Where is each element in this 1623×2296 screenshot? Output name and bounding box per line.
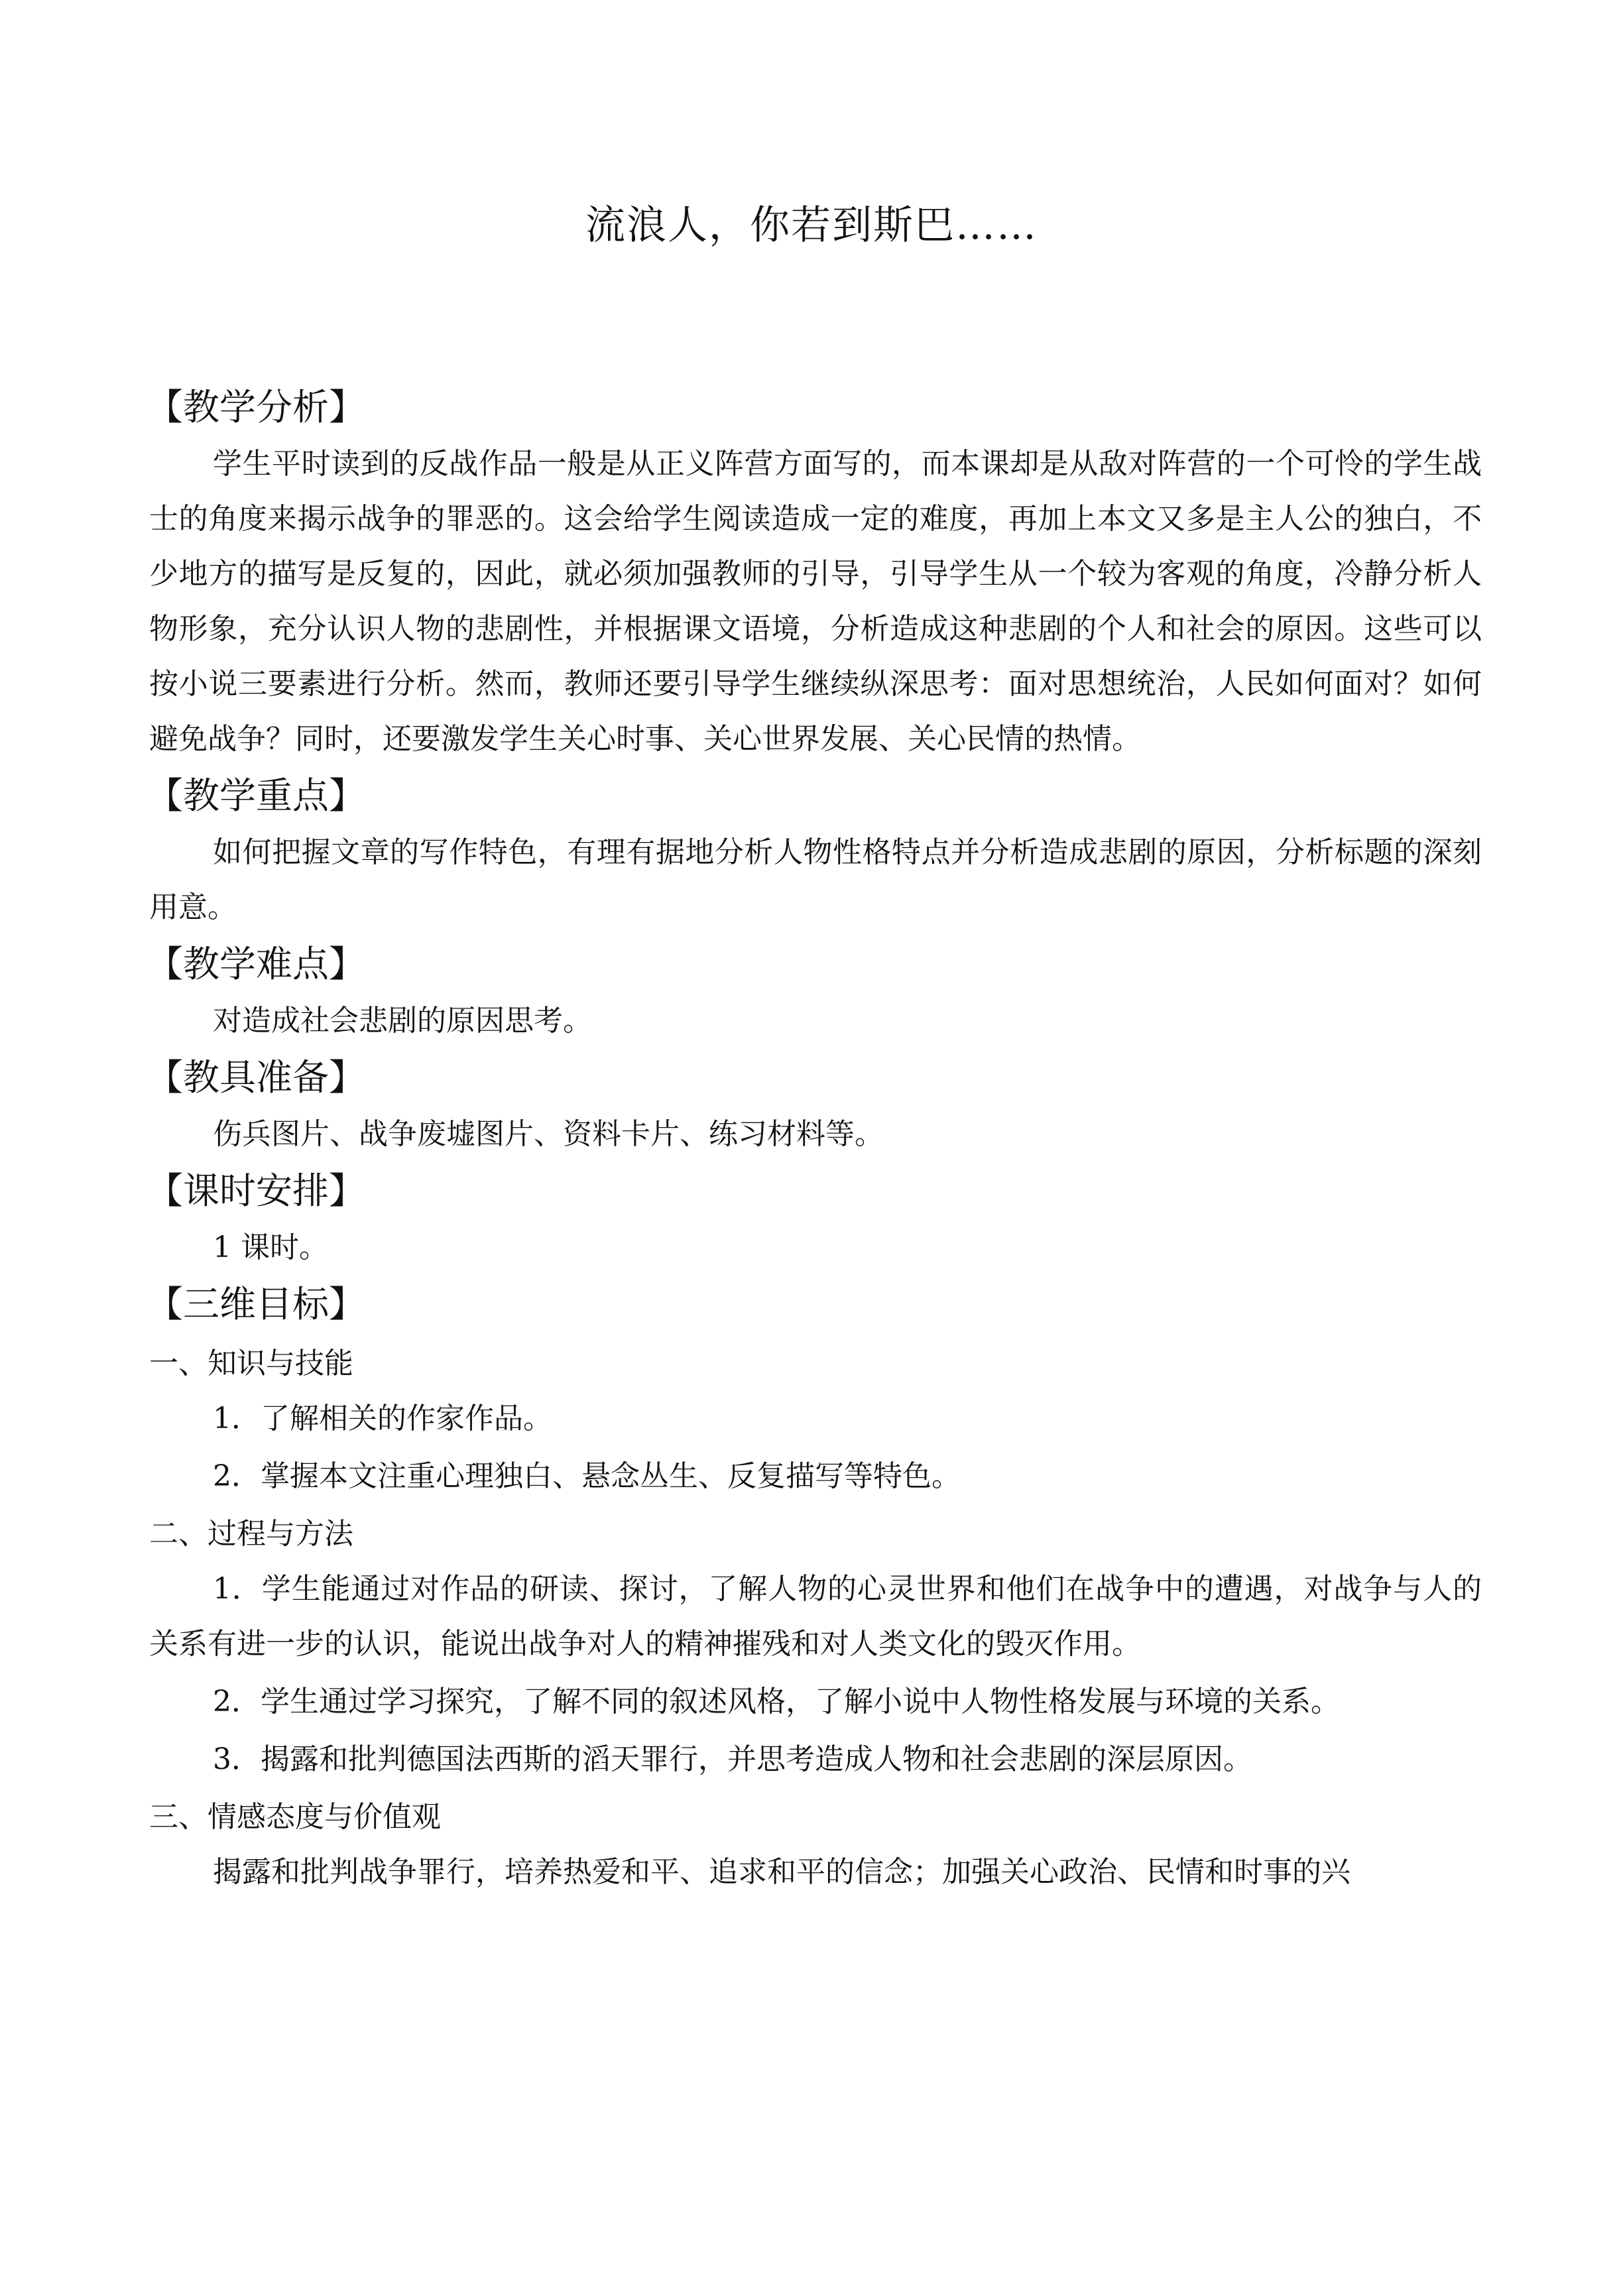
heading-objectives: 【三维目标】 <box>147 1283 366 1325</box>
document-title: 流浪人，你若到斯巴…… <box>585 202 1038 249</box>
list-item: 1．了解相关的作家作品。 <box>213 1402 552 1435</box>
heading-key-points: 【教学重点】 <box>147 774 366 817</box>
list-item: 1．学生能通过对作品的研读、探讨，了解人物的心灵世界和他们在战争中的遭遇，对战争与人的关系有进一步的认识，能说出战争对人的精神摧残和对人类文化的毁灭作用。 <box>149 1572 1482 1661</box>
heading-difficulties: 【教学难点】 <box>147 943 366 985</box>
document-body <box>149 378 1482 1900</box>
list-item: 2．掌握本文注重心理独白、悬念丛生、反复描写等特色。 <box>213 1459 961 1493</box>
paragraph-key-points: 如何把握文章的写作特色，有理有据地分析人物性格特点并分析造成悲剧的原因，分析标题的深刻用意。 <box>149 835 1482 924</box>
paragraph-difficulties: 对造成社会悲剧的原因思考。 <box>213 1004 592 1038</box>
heading-teaching-analysis: 【教学分析】 <box>147 386 366 428</box>
list-item: 3．揭露和批判德国法西斯的滔天罪行，并思考造成人物和社会悲剧的深层原因。 <box>213 1742 1252 1776</box>
subheading-knowledge-skills: 一、知识与技能 <box>149 1347 353 1380</box>
paragraph-teaching-analysis: 学生平时读到的反战作品一般是从正义阵营方面写的，而本课却是从敌对阵营的一个可怜的学生战士的角度来揭示战争的罪恶的。这会给学生阅读造成一定的难度，再加上本文又多是主人公的独白，不少地方的描写是反复的，因此，就必须加强教师的引导，引导学生从一个较为客观的角度，冷静分析人物形象，充分认识人物的悲剧性，并根据课文语境，分析造成这种悲剧的个人和社会的原因。这些可以按小说三要素进行分析。然而，教师还要引导学生继续纵深思考：面对思想统治，人民如何面对？如何避免战争？同时，还要激发学生关心时事、关心世界发展、关心民情的热情。 <box>149 447 1482 756</box>
heading-schedule: 【课时安排】 <box>147 1170 366 1212</box>
paragraph-schedule: 1 课时。 <box>213 1231 328 1264</box>
subheading-process-methods: 二、过程与方法 <box>149 1517 353 1551</box>
heading-materials: 【教具准备】 <box>147 1056 366 1099</box>
list-item: 2．学生通过学习探究，了解不同的叙述风格，了解小说中人物性格发展与环境的关系。 <box>213 1685 1340 1719</box>
paragraph-emotion-values: 揭露和批判战争罪行，培养热爱和平、追求和平的信念；加强关心政治、民情和时事的兴 <box>213 1855 1351 1889</box>
paragraph-materials: 伤兵图片、战争废墟图片、资料卡片、练习材料等。 <box>213 1117 884 1151</box>
subheading-emotion-values: 三、情感态度与价值观 <box>149 1800 441 1834</box>
